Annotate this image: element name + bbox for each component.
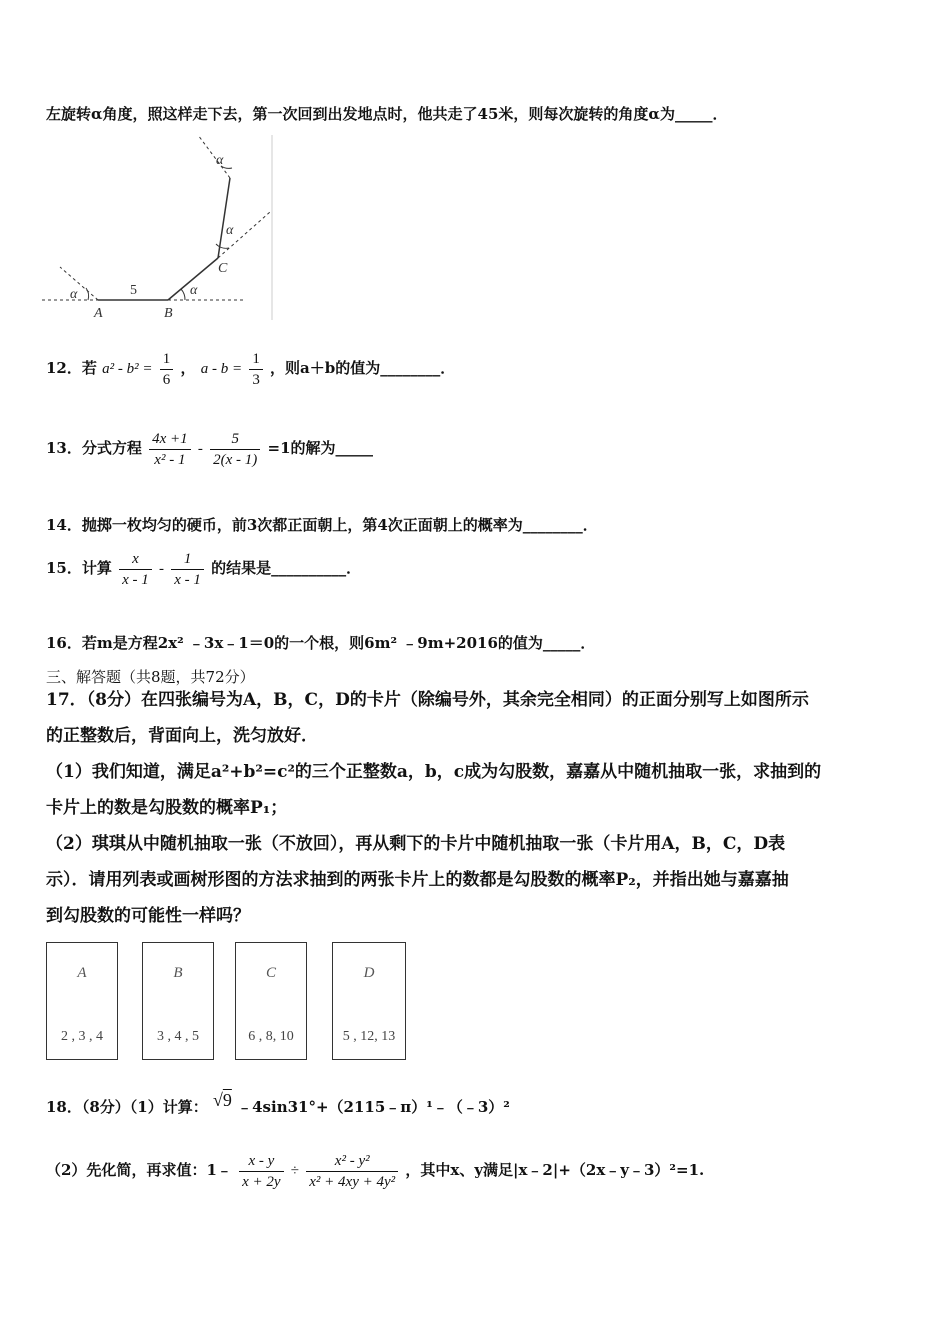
q12-suffix: ，则a＋b的值为________． (270, 359, 456, 377)
sqrt-radicand: 9 (222, 1090, 232, 1110)
q12-eq2-left: a - b = (200, 361, 243, 377)
q17-line-1: 17．（8分）在四张编号为A，B，C，D的卡片（除编号外，其余完全相同）的正面分别写上如图所示 (46, 690, 809, 710)
walk-figure (40, 130, 280, 325)
arc-a (86, 288, 89, 300)
q17-line-4: 卡片上的数是勾股数的概率P₁； (46, 798, 288, 818)
card-b-numbers: 3 , 4 , 5 (157, 1029, 199, 1044)
q18-line-2 (46, 1140, 704, 1201)
q16-text: 16．若m是方程2x² ﹣3x﹣1＝0的一个根，则6m² ﹣9m+2016的值为_____． (46, 634, 596, 652)
card-c (235, 942, 307, 1060)
q15 (46, 546, 361, 591)
q18-frac1: $\frac{x - y}{x + 2y}$ (239, 1152, 283, 1191)
card-a-letter: A (77, 965, 87, 981)
q13-suffix: =1的解为_____ (267, 439, 374, 457)
point-b-label: B (164, 306, 173, 321)
card-d (332, 942, 406, 1060)
q12 (46, 346, 455, 391)
q15-frac2: $\frac{1}{x - 1}$ (171, 550, 204, 589)
alpha-label-d: α (216, 153, 224, 168)
q13-frac1: $\frac{4x +1}{\text{x² - 1}}$ (149, 430, 191, 469)
segment-length-label: 5 (130, 283, 137, 298)
q17-line-7: 到勾股数的可能性一样吗？ (46, 906, 250, 926)
q17-line-2: 的正整数后，背面向上，洗匀放好． (46, 726, 318, 746)
q18-line1-suffix: ﹣4sin31°+（2115﹣π）¹﹣（﹣3）² (237, 1098, 510, 1116)
q15-minus: - (159, 561, 164, 577)
q17-line-3: （1）我们知道，满足a²+b²=c²的三个正整数a，b，c成为勾股数，嘉嘉从中随机抽取一张，求抽到的 (46, 762, 822, 782)
section3-title: 三、解答题（共8题，共72分） (46, 668, 255, 686)
q15-frac1: $\frac{x}{x - 1}$ (119, 550, 152, 589)
q13 (46, 426, 373, 471)
q18-line1-prefix: 18．（8分）（1）计算： (46, 1098, 208, 1116)
card-b-letter: B (173, 965, 183, 981)
card-a-numbers: 2 , 3 , 4 (61, 1029, 103, 1044)
q13-frac2: $\frac{5}{2(x - 1)}$ (210, 430, 260, 469)
q17 (46, 682, 906, 934)
q18-line2-prefix: （2）先化简，再求值：1﹣ (46, 1161, 232, 1179)
q18-frac2: $\frac{\text{x² - y²}}{\text{x² + 4xy + 4y²}}$ (306, 1152, 398, 1191)
q14-text: 14．抛掷一枚均匀的硬币，前3次都正面朝上，第4次正面朝上的概率为________． (46, 516, 598, 534)
alpha-label-c: α (226, 223, 234, 238)
arc-c (216, 244, 229, 248)
q18-line2-suffix: ，其中x、y满足|x﹣2|+（2x﹣y﹣3）²=1. (405, 1161, 705, 1179)
q15-suffix: 的结果是__________． (211, 559, 362, 577)
q13-minus: - (197, 441, 203, 457)
card-d-numbers: 5 , 12, 13 (342, 1029, 396, 1044)
q18-line-1 (46, 1082, 510, 1125)
q11-text: 左旋转α角度，照这样走下去，第一次回到出发地点时，他共走了45米，则每次旋转的角度α为_____． (46, 105, 728, 123)
q18-div: ÷ (290, 1163, 300, 1179)
q12-eq1-left: a² - b² = (102, 361, 153, 377)
q17-line-6: 示）．请用列表或画树形图的方法求抽到的两张卡片上的数都是勾股数的概率P₂，并指出她与嘉嘉抽 (46, 870, 789, 890)
point-c-label: C (218, 261, 228, 276)
q13-prefix: 13．分式方程 (46, 439, 142, 457)
alpha-label-b: α (190, 283, 198, 298)
q12-comma: ， (180, 359, 196, 377)
sqrt-symbol: √9 (212, 1090, 232, 1110)
q17-line-5: （2）琪琪从中随机抽取一张（不放回），再从剩下的卡片中随机抽取一张（卡片用A，B，C，D表 (46, 834, 786, 854)
point-a-label: A (94, 306, 103, 321)
card-d-letter: D (363, 965, 375, 981)
card-c-numbers: 6 , 8, 10 (248, 1029, 294, 1044)
q12-frac2: $\frac{1}{3}$ (249, 350, 263, 389)
q12-prefix: 12．若 (46, 359, 97, 377)
q15-prefix: 15．计算 (46, 559, 112, 577)
alpha-label-a: α (70, 287, 78, 302)
arc-b (181, 289, 185, 300)
ext-a (60, 267, 98, 300)
segment-cd (218, 178, 230, 258)
card-b (142, 942, 214, 1060)
card-a (46, 942, 118, 1060)
ext-d (198, 135, 230, 178)
card-c-letter: C (265, 965, 276, 981)
q12-frac1: $\frac{1}{6}$ (160, 350, 174, 389)
